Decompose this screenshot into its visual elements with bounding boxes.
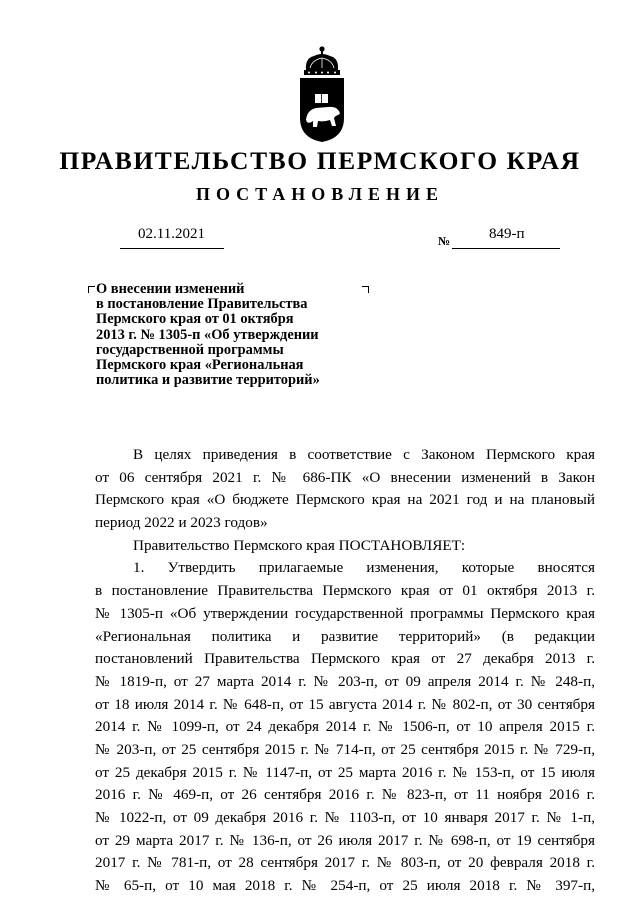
body-line: 2014 г. № 1099-п, от 24 декабря 2014 г. № 1506-п, от 10 апреля 2015 г. xyxy=(95,718,595,736)
body-line: № 1305-п «Об утверждении государственной программы Пермского края xyxy=(95,604,595,622)
number-label: № xyxy=(438,234,451,248)
body-line: № 203-п, от 25 сентября 2015 г. № 714-п, от 25 сентября 2015 г. № 729-п, xyxy=(95,740,595,758)
number-field xyxy=(452,226,560,249)
body-line: от 29 марта 2017 г. № 136-п, от 26 июля 2017 г. № 698-п, от 19 сентября xyxy=(95,831,595,849)
date-field xyxy=(120,226,224,249)
body-line: от 06 сентября 2021 г. № 686-ПК «О внесении изменений в Закон xyxy=(95,468,595,486)
subject-corner-mark-right xyxy=(362,286,369,293)
subject-line: в постановление Правительства xyxy=(96,296,308,313)
body-line: 1. Утвердить прилагаемые изменения, которые вносятся xyxy=(133,559,595,577)
body-line: 2016 г. № 469-п, от 26 сентября 2016 г. № 823-п, от 11 ноября 2016 г. xyxy=(95,786,595,804)
body-line: от 25 декабря 2015 г. № 1147-п, от 25 марта 2016 г. № 153-п, от 15 июля xyxy=(95,763,595,781)
coat-of-arms-icon xyxy=(292,44,352,144)
subject-line: О внесении изменений xyxy=(96,281,245,297)
body-line: № 1819-п, от 27 марта 2014 г. № 203-п, от 09 апреля 2014 г. № 248-п, xyxy=(95,672,595,690)
document-body xyxy=(95,444,595,898)
body-line: № 65-п, от 10 мая 2018 г. № 254-п, от 25 июля 2018 г. № 397-п, xyxy=(95,877,595,895)
body-line: от 18 июля 2014 г. № 648-п, от 15 августа 2014 г. № 802-п, от 30 сентября xyxy=(95,695,595,713)
body-line: «Региональная политика и развитие территорий» (в редакции xyxy=(95,627,595,645)
subject-corner-mark-left xyxy=(88,286,95,293)
body-line: Пермского края «О бюджете Пермского края на 2021 год и на плановый xyxy=(95,491,595,509)
crown-icon xyxy=(304,46,340,75)
body-line: в постановление Правительства Пермского края от 01 октября 2013 г. xyxy=(95,582,595,600)
body-line: 2017 г. № 781-п, от 28 сентября 2017 г. № 803-п, от 20 февраля 2018 г. xyxy=(95,854,595,872)
document-subject xyxy=(96,282,356,388)
document-number: 849-п xyxy=(489,226,525,242)
document-type-heading: ПОСТАНОВЛЕНИЕ xyxy=(195,184,445,204)
body-line: постановлений Правительства Пермского края от 27 декабря 2013 г. xyxy=(95,650,595,668)
subject-line: государственной программы xyxy=(96,341,284,358)
body-line: В целях приведения в соответствие с Законом Пермского края xyxy=(133,446,595,463)
subject-line: Пермского края «Региональная xyxy=(96,357,304,374)
body-line: период 2022 и 2023 годов» xyxy=(95,514,268,532)
body-line: № 1022-п, от 09 декабря 2016 г. № 1103-п, от 10 января 2017 г. № 1-п, xyxy=(95,809,595,826)
subject-line: 2013 г. № 1305-п «Об утверждении xyxy=(96,326,319,343)
subject-line: политика и развитие территорий» xyxy=(96,372,320,389)
government-title: ПРАВИТЕЛЬСТВО ПЕРМСКОГО КРАЯ xyxy=(59,146,581,175)
subject-line: Пермского края от 01 октября xyxy=(96,311,294,328)
body-line: Правительство Пермского края ПОСТАНОВЛЯЕТ: xyxy=(133,536,466,554)
document-date: 02.11.2021 xyxy=(138,226,205,242)
